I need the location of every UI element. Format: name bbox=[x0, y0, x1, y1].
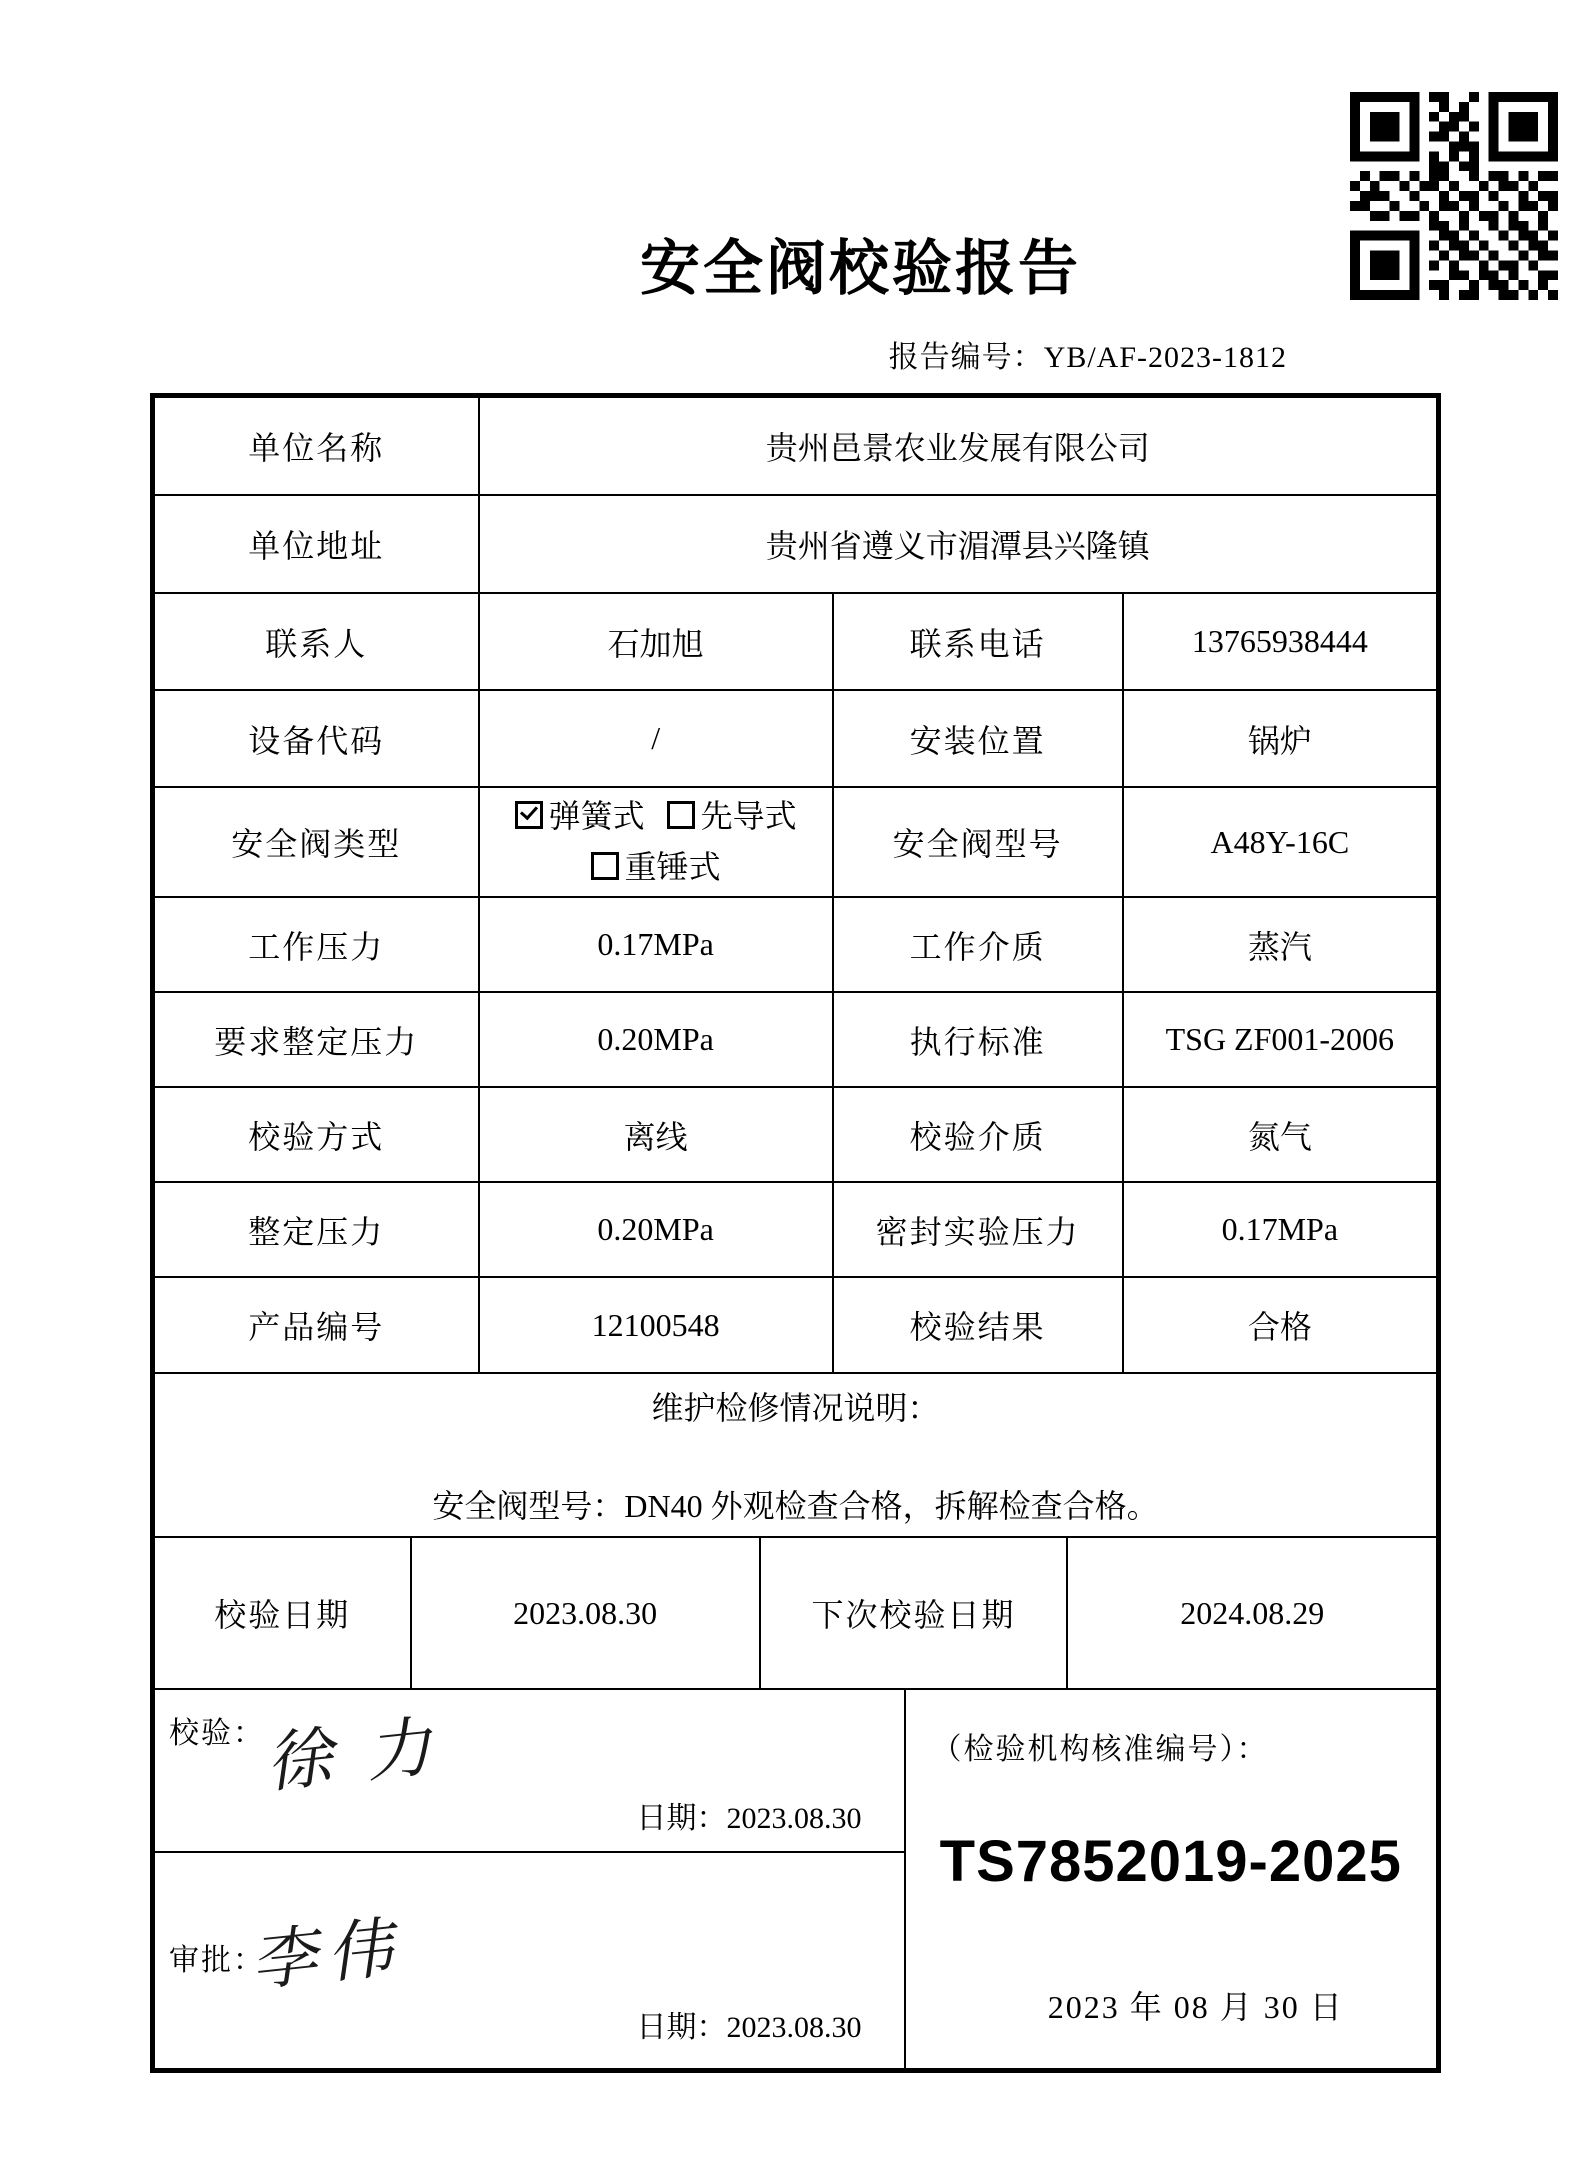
table-row bbox=[154, 787, 1437, 897]
table-row bbox=[154, 690, 1437, 787]
table-row bbox=[154, 992, 1437, 1087]
valve-model-label: 安全阀型号 bbox=[833, 787, 1123, 897]
maintenance-title: 维护检修情况说明： bbox=[651, 1390, 940, 1426]
product-no-value: 12100548 bbox=[479, 1277, 833, 1373]
checkbox-unchecked-icon bbox=[591, 852, 619, 880]
valve-type-option-pilot bbox=[667, 798, 797, 834]
inspector-date-value: 2023.08.30 bbox=[726, 1802, 862, 1835]
inspector-label: 校验： bbox=[169, 1717, 265, 1750]
checkbox-checked-icon bbox=[515, 801, 543, 829]
set-pressure-label: 整定压力 bbox=[154, 1182, 479, 1277]
table-row bbox=[154, 1087, 1437, 1182]
approval-cell bbox=[905, 1689, 1437, 2069]
table-row bbox=[154, 1373, 1437, 1537]
product-no-label: 产品编号 bbox=[154, 1277, 479, 1373]
phone-value: 13765938444 bbox=[1123, 593, 1437, 690]
org-code-value: TS7852019-2025 bbox=[939, 1829, 1402, 1894]
device-code-label: 设备代码 bbox=[154, 690, 479, 787]
table-row bbox=[154, 1277, 1437, 1373]
valve-type-option-spring-label: 弹簧式 bbox=[548, 797, 645, 834]
inspector-date-label: 日期： bbox=[636, 1802, 727, 1835]
unit-address-value: 贵州省遵义市湄潭县兴隆镇 bbox=[479, 495, 1437, 593]
main-fields-table bbox=[153, 396, 1438, 1374]
install-location-value: 锅炉 bbox=[1123, 690, 1437, 787]
valve-type-options-line1 bbox=[486, 791, 826, 842]
result-label: 校验结果 bbox=[833, 1277, 1123, 1373]
issue-date: 2023 年 08 月 30 日 bbox=[1047, 1989, 1344, 2025]
report-number bbox=[889, 332, 1287, 376]
valve-type-label: 安全阀类型 bbox=[154, 787, 479, 897]
contact-value: 石加旭 bbox=[479, 593, 833, 690]
inspector-cell bbox=[154, 1689, 905, 1852]
signoff-table bbox=[153, 1688, 1438, 2070]
table-row bbox=[154, 593, 1437, 690]
required-set-pressure-label: 要求整定压力 bbox=[154, 992, 479, 1087]
calibration-medium-label: 校验介质 bbox=[833, 1087, 1123, 1182]
inspector-date bbox=[637, 1793, 862, 1837]
approver-label: 审批： bbox=[169, 1944, 265, 1977]
working-pressure-value: 0.17MPa bbox=[479, 897, 833, 992]
device-code-value: / bbox=[479, 690, 833, 787]
approver-signature: 李伟 bbox=[247, 1911, 407, 2000]
unit-name-value: 贵州邑景农业发展有限公司 bbox=[479, 397, 1437, 495]
working-medium-label: 工作介质 bbox=[833, 897, 1123, 992]
working-pressure-label: 工作压力 bbox=[154, 897, 479, 992]
result-value: 合格 bbox=[1123, 1277, 1437, 1373]
phone-label: 联系电话 bbox=[833, 593, 1123, 690]
valve-type-option-weight bbox=[591, 849, 721, 885]
report-number-label: 报告编号： bbox=[888, 341, 1044, 374]
standard-label: 执行标准 bbox=[833, 992, 1123, 1087]
qr-code-svg bbox=[1350, 92, 1558, 300]
table-row bbox=[154, 897, 1437, 992]
approver-date-label: 日期： bbox=[636, 2011, 727, 2044]
calibration-date-label: 校验日期 bbox=[154, 1537, 411, 1689]
table-row bbox=[154, 1182, 1437, 1277]
contact-label: 联系人 bbox=[154, 593, 479, 690]
qr-code bbox=[1350, 92, 1558, 300]
maintenance-note: 安全阀型号：DN40 外观检查合格，拆解检查合格。 bbox=[432, 1488, 1159, 1524]
table-row bbox=[154, 397, 1437, 495]
calibration-date-value: 2023.08.30 bbox=[411, 1537, 760, 1689]
table-row bbox=[154, 1537, 1437, 1689]
next-calibration-date-value: 2024.08.29 bbox=[1067, 1537, 1437, 1689]
seal-test-pressure-value: 0.17MPa bbox=[1123, 1182, 1437, 1277]
valve-type-option-spring bbox=[515, 798, 645, 834]
install-location-label: 安装位置 bbox=[833, 690, 1123, 787]
dates-table bbox=[153, 1536, 1438, 1690]
valve-type-options-line2 bbox=[486, 842, 826, 893]
next-calibration-date-label: 下次校验日期 bbox=[760, 1537, 1068, 1689]
report-number-value: YB/AF-2023-1812 bbox=[1043, 341, 1287, 374]
maintenance-table bbox=[153, 1372, 1438, 1538]
calibration-method-value: 离线 bbox=[479, 1087, 833, 1182]
inspector-signature: 徐力 bbox=[262, 1707, 469, 1802]
maintenance-cell bbox=[154, 1373, 1437, 1537]
table-row bbox=[154, 495, 1437, 593]
calibration-method-label: 校验方式 bbox=[154, 1087, 479, 1182]
org-code-label: （检验机构核准编号）： bbox=[931, 1733, 1269, 1766]
seal-test-pressure-label: 密封实验压力 bbox=[833, 1182, 1123, 1277]
valve-type-option-weight-label: 重锤式 bbox=[624, 849, 721, 885]
page-title: 安全阀校验报告 bbox=[640, 236, 1081, 302]
unit-name-label: 单位名称 bbox=[154, 397, 479, 495]
valve-model-value: A48Y-16C bbox=[1123, 787, 1437, 897]
report-table bbox=[150, 393, 1441, 2073]
required-set-pressure-value: 0.20MPa bbox=[479, 992, 833, 1087]
set-pressure-value: 0.20MPa bbox=[479, 1182, 833, 1277]
valve-type-option-pilot-label: 先导式 bbox=[700, 797, 797, 834]
table-row bbox=[154, 1689, 1437, 1852]
standard-value: TSG ZF001-2006 bbox=[1123, 992, 1437, 1087]
approver-date-value: 2023.08.30 bbox=[726, 2011, 862, 2044]
approver-date bbox=[637, 2002, 862, 2046]
calibration-medium-value: 氮气 bbox=[1123, 1087, 1437, 1182]
approver-cell bbox=[154, 1852, 905, 2069]
valve-type-value bbox=[479, 787, 833, 897]
unit-address-label: 单位地址 bbox=[154, 495, 479, 593]
working-medium-value: 蒸汽 bbox=[1123, 897, 1437, 992]
checkbox-unchecked-icon bbox=[667, 801, 695, 829]
